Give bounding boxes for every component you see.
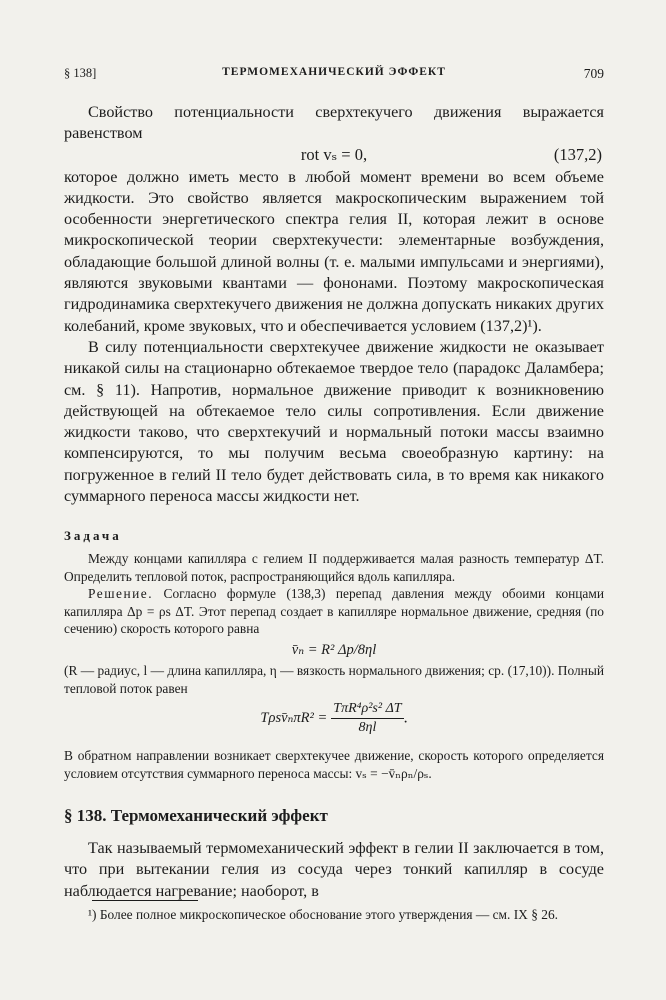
after-heat-flux-equation: В обратном направлении возникает сверхтекучее движение, скорость которого определяется условием отсутствия суммарного переноса массы: vₛ = −v̄ₙρₙ/ρₛ. bbox=[64, 748, 604, 781]
paragraph-1-continued: которое должно иметь место в любой момент времени во всем объеме жидкости. Это свойство является макроскопическим выражением той особенности энергетического спектра гелия II, которая лежит в основе микроскопической теории сверхтекучести: элементарные возбуждения, обладающие большой длиной волны (т. е. малыми импульсами и энергиями), являются звуковыми квантами — фононами. Поэтому макроскопическая гидродинамика сверхтекучего движения не должна допускать никаких других колебаний, кроме звуковых, что и обеспечивается условием (137,2)¹). bbox=[64, 167, 604, 335]
fraction-denominator: 8ηl bbox=[358, 720, 377, 736]
paragraph-3: Так называемый термомеханический эффект в гелии II заключается в том, что при вытекании гелия из сосуда через тонкий капилляр в сосуде наблюдается нагревание; наоборот, в bbox=[64, 839, 604, 900]
main-text-block bbox=[64, 102, 604, 507]
heat-flux-equation bbox=[64, 697, 604, 747]
paragraph-1-start: Свойство потенциальности сверхтекучего движения выражается равенством bbox=[64, 103, 604, 143]
header-title: ТЕРМОМЕХАНИЧЕСКИЙ ЭФФЕКТ bbox=[222, 66, 446, 78]
problem-label: Задача bbox=[64, 528, 122, 543]
footnote-rule bbox=[92, 900, 198, 901]
running-header bbox=[64, 66, 604, 84]
footnote-text: ¹) Более полное микроскопическое обоснование этого утверждения — см. IX § 26. bbox=[88, 907, 558, 922]
page-number: 709 bbox=[583, 66, 604, 81]
equation-137-2 bbox=[64, 145, 604, 167]
header-section-ref: § 138] bbox=[64, 66, 97, 80]
paragraph-2: В силу потенциальности сверхтекучее движение жидкости не оказывает никакой силы на стационарно обтекаемое твердое тело (парадокс Даламбера; см. § 11). Напротив, нормальное движение приводит к возникновению действующей на обтекаемое тело силы сопротивления. Если движение жидкости таково, что сверхтекучий и нормальный потоки массы взаимно компенсируются, то мы получим весьма своеобразную картину: на погруженное в гелий II тело будет действовать сила, в то время как никакого суммарного переноса массы жидкости нет. bbox=[64, 337, 604, 506]
problem-block bbox=[64, 528, 604, 782]
solution-paragraph bbox=[64, 585, 604, 638]
equation-formula: rot vₛ = 0, bbox=[300, 144, 368, 164]
section-138 bbox=[64, 806, 604, 902]
after-velocity-equation: (R — радиус, l — длина капилляра, η — вязкость нормального движения; ср. (17,10)). Полный тепловой поток равен bbox=[64, 662, 604, 696]
solution-label: Решение. bbox=[88, 586, 154, 602]
velocity-equation: v̄ₙ = R² Δp/8ηl bbox=[291, 641, 377, 658]
heat-flux-fraction bbox=[331, 701, 403, 736]
equation-period: . bbox=[403, 709, 408, 727]
footnote bbox=[64, 906, 604, 924]
equation-number: (137,2) bbox=[553, 144, 602, 164]
problem-statement: Между концами капилляра с гелием II поддерживается малая разность температур ΔT. Определить тепловой поток, распространяющийся вдоль капилляра. bbox=[64, 551, 604, 584]
fraction-numerator: TπR⁴ρ²s² ΔT bbox=[331, 701, 403, 719]
heat-flux-left: Tρsv̄ₙπR² = bbox=[260, 710, 328, 727]
solution-text: Согласно формуле (138,3) перепад давления между обоими концами капилляра Δp = ρs ΔT. Этот перепад создает в капилляре нормальное движение, средняя (по сечению) скорость которого равна bbox=[64, 586, 604, 637]
section-heading: § 138. Термомеханический эффект bbox=[64, 806, 328, 825]
